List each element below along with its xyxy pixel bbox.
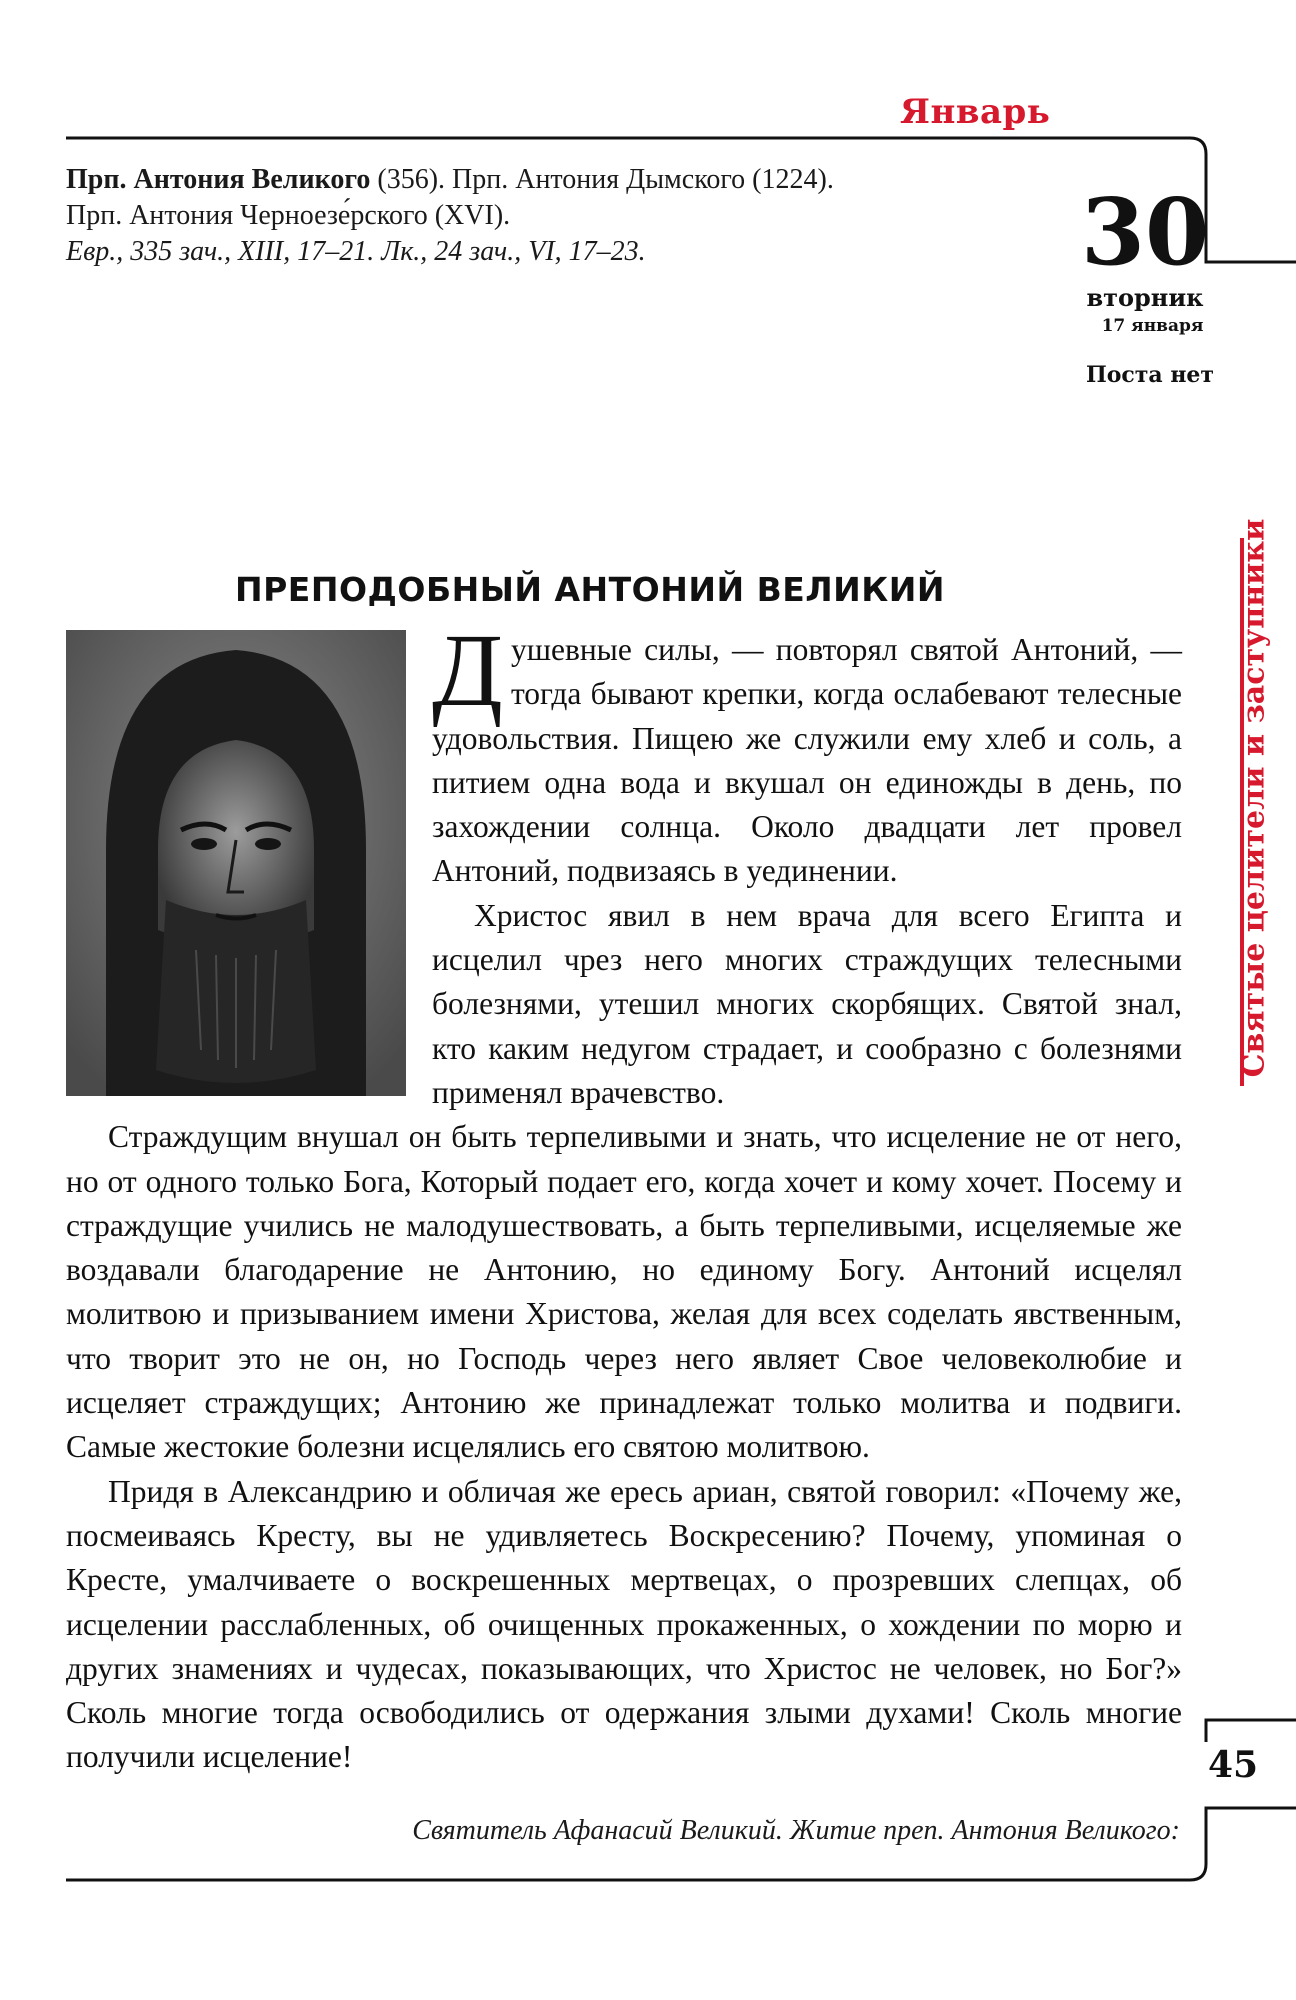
saints-of-the-day	[66, 162, 1016, 270]
scripture-readings: Евр., 335 зач., XIII, 17–21. Лк., 24 зач., VI, 17–23.	[66, 236, 646, 267]
paragraph-3: Страждущим внушал он быть терпеливыми и знать, что исцеление не от него, но от одного только Бога, Который подает его, когда хочет и кому хочет. Посему и страждущие учились не малодушествовать, а быть терпеливыми, исцеляемые же воздавали благодарение не Антонию, но единому Богу. Антоний исцелял молитвою и призыванием имени Христова, желая для всех соделать явственным, что творит это не он, но Господь через него являет Свое человеколюбие и исцеляет страждущих; Антонию же принадлежат только молитва и подвиги. Самые жестокие болезни исцелялись его святою молитвою.	[66, 1119, 1182, 1465]
drop-cap: Д	[432, 613, 503, 728]
paragraph-1: Душевные силы, — повторял святой Антоний, — тогда бывают крепки, когда ослабевают телесные удовольствия. Пищею же служили ему хлеб и соль, а питием одна вода и вкушал он единожды в день, по захождении солнца. Около двадцати лет провел Антоний, подвизаясь в уединении.	[432, 613, 1182, 889]
fast-status: Поста нет	[1085, 362, 1215, 388]
main-saint: Прп. Антония Великого	[66, 164, 371, 195]
saints-line-1-rest: (356). Прп. Антония Дымского (1224).	[370, 164, 834, 195]
day-number: 30	[1080, 178, 1210, 286]
paragraph-2: Христос явил в нем врача для всего Египта и исцелил чрез него многих страждущих телесными болезнями, утешил многих скорбящих. Святой знал, кто каким недугом страдает, и сообразно с болезнями применял врачевство.	[432, 897, 1182, 1110]
saints-line-2: Прп. Антония Черноезе́рского (XVI).	[66, 200, 511, 231]
old-style-date: 17 января	[1101, 316, 1204, 336]
side-section-label: Святые целители и заступники	[1236, 518, 1272, 1078]
weekday: вторник	[1086, 283, 1204, 312]
page-number: 45	[1207, 1744, 1259, 1786]
article-title: ПРЕПОДОБНЫЙ АНТОНИЙ ВЕЛИКИЙ	[234, 570, 946, 609]
article-body	[66, 613, 1182, 1780]
saints-line-1	[66, 162, 1016, 198]
paragraph-4: Придя в Александрию и обличая же ересь ариан, святой говорил: «Почему же, посмеиваясь Кресту, вы не удивляетесь Воскресению? Почему, упоминая о Кресте, умалчиваете о воскрешенных мертвецах, о прозревших слепцах, об исцелении расслабленных, об очищенных прокаженных, о хождении по морю и других знамениях и чудесах, показывающих, что Христос не человек, но Бог?» Сколь многие тогда освободились от одержания злыми духами! Сколь многие получили исцеление!	[66, 1473, 1182, 1775]
citation-source: Святитель Афанасий Великий. Житие преп. Антония Великого:	[412, 1815, 1180, 1846]
month-title: Январь	[900, 92, 1051, 132]
